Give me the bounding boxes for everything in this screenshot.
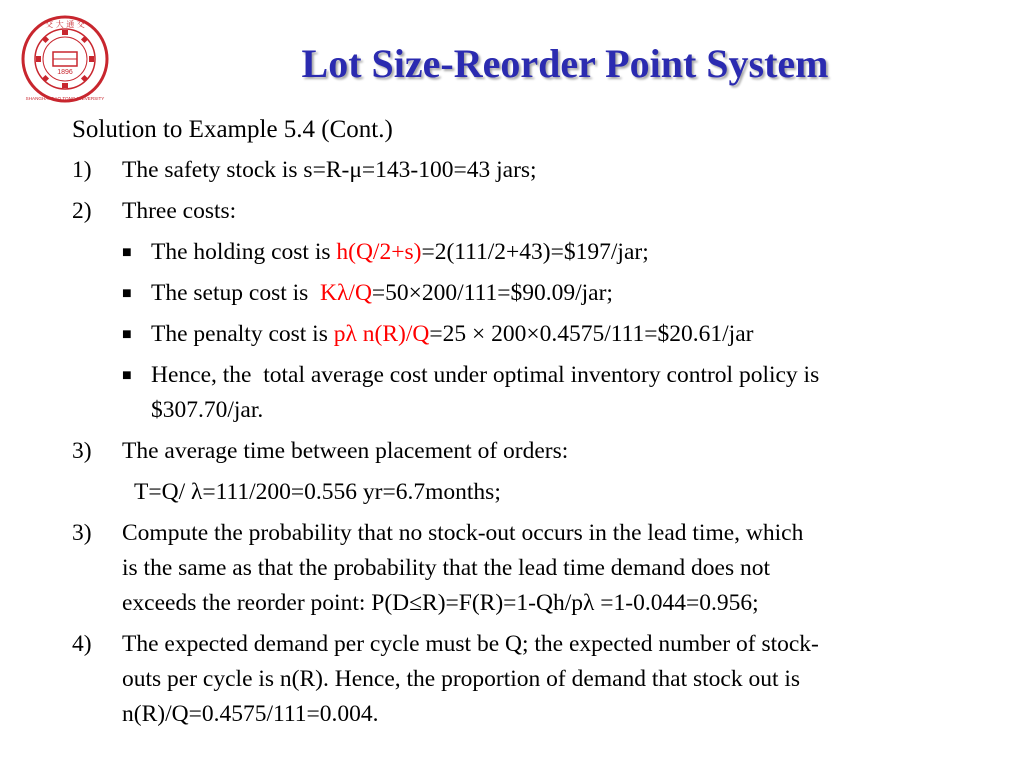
bullet-pre: The setup cost is [151,280,321,306]
item-text-line-3: n(R)/Q=0.4575/111=0.004. [122,701,379,727]
subheading: Solution to Example 5.4 (Cont.) [72,116,393,143]
slide-content [72,112,977,738]
item-text-line-2: outs per cycle is n(R). Hence, the proportion of demand that stock out is [122,666,801,692]
item-number: 1) [72,157,92,183]
square-bullet-icon: ■ [122,367,132,384]
bullet-text [151,317,977,352]
highlight-formula: Kλ/Q [320,280,372,306]
university-seal-icon [20,14,110,104]
bullet-text [151,235,977,270]
item-text: The safety stock is s=R-μ=143-100=43 jars; [122,157,537,183]
bullet-pre: The holding cost is [151,239,337,265]
bullet-post: =2(111/2+43)=$197/jar; [421,239,649,265]
logo-ring-text: SHANGHAI JIAO TONG UNIVERSITY [25,96,105,101]
bullet-total-cost [122,358,977,428]
university-logo [20,14,110,104]
item-text-line-2: is the same as that the probability that the lead time demand does not [122,555,771,581]
logo-top-chars: 交 大 通 交 [45,20,85,29]
bullet-penalty-cost [122,317,977,352]
bullet-text [151,276,977,311]
square-bullet-icon: ■ [122,326,132,343]
list-item-3 [72,434,977,469]
list-item-3b [72,516,977,621]
square-bullet-icon: ■ [122,244,132,261]
bullet-text-line-2: $307.70/jar. [151,397,264,423]
item-text-line-1: The expected demand per cycle must be Q; the expected number of stock- [122,631,819,657]
square-bullet-icon: ■ [122,285,132,302]
item-text: The average time between placement of orders: [122,438,569,464]
item-text-line-3: exceeds the reorder point: P(D≤R)=F(R)=1-Qh/pλ =1-0.044=0.956; [122,590,759,616]
list-item-1 [72,153,977,188]
list-item-2 [72,194,977,229]
highlight-formula: h(Q/2+s) [336,239,422,265]
time-formula: T=Q/ λ=111/200=0.556 yr=6.7months; [134,479,501,505]
bullet-holding-cost [122,235,977,270]
item-number: 3) [72,438,92,464]
bullet-post: =25 × 200×0.4575/111=$20.61/jar [429,321,754,347]
item-number: 3) [72,520,92,546]
item-number: 4) [72,631,92,657]
logo-year: 1896 [57,69,73,76]
slide-title: Lot Size-Reorder Point System [301,41,829,86]
bullet-pre: The penalty cost is [151,321,334,347]
item-text: Three costs: [122,198,237,224]
item-number: 2) [72,198,92,224]
highlight-formula: pλ n(R)/Q [333,321,430,347]
bullet-post: =50×200/111=$90.09/jar; [371,280,613,306]
bullet-text-line-1: Hence, the total average cost under optimal inventory control policy is [151,362,820,388]
item-text-line-1: Compute the probability that no stock-out occurs in the lead time, which [122,520,804,546]
bullet-setup-cost [122,276,977,311]
list-item-4 [72,627,977,732]
